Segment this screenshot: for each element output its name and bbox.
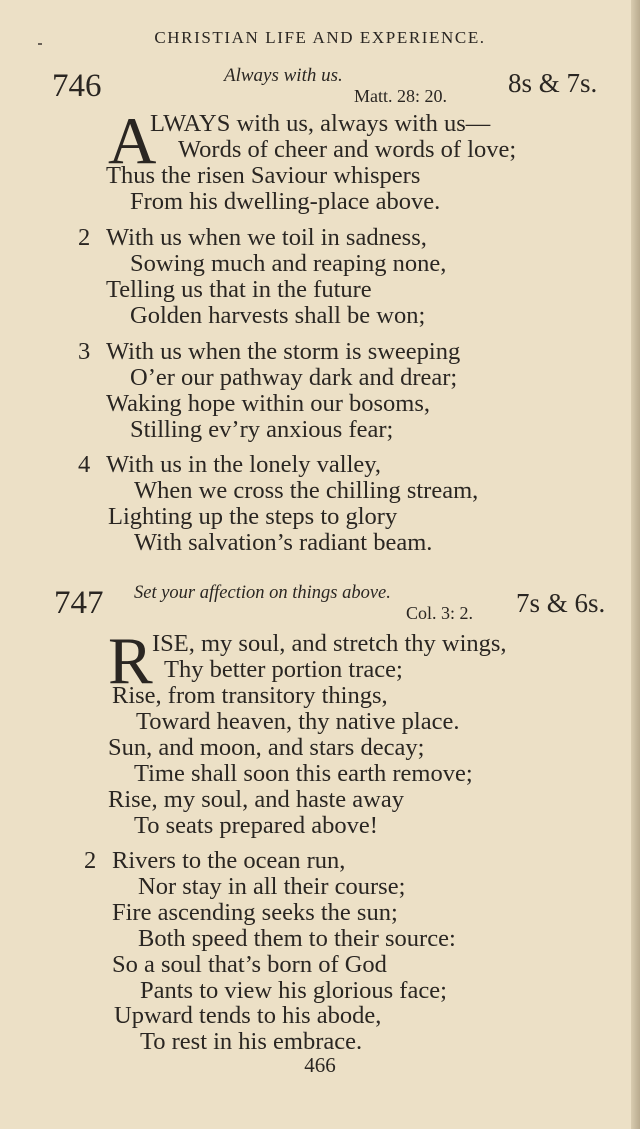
verse-line: So a soul that’s born of God [112, 951, 387, 978]
hymn-number: 747 [54, 585, 104, 621]
verse-line: To rest in his embrace. [140, 1028, 363, 1055]
verse-line: Golden harvests shall be won; [130, 302, 426, 329]
verse-line: From his dwelling-place above. [130, 188, 441, 215]
verse-line: Nor stay in all their course; [138, 873, 406, 900]
hymn-title: Always with us. [224, 65, 343, 86]
verse-line: Sowing much and reaping none, [130, 250, 447, 277]
page-number: 466 [304, 1053, 336, 1077]
hymn-title: Set your affection on things above. [134, 583, 391, 603]
stanza-number: 2 [78, 224, 91, 251]
stanza-first-line [78, 339, 460, 365]
verse-line: Waking hope within our bosoms, [106, 390, 430, 417]
verse-line: Rise, my soul, and haste away [108, 786, 404, 813]
verse-line: To seats prepared above! [134, 812, 378, 839]
verse-line: Pants to view his glorious face; [140, 977, 447, 1004]
verse-line: LWAYS with us, always with us— [150, 110, 491, 137]
verse-line: With us when we toil in sadness, [106, 224, 427, 251]
stanza-first-line [78, 225, 427, 251]
verse-line: Fire ascending seeks the sun; [112, 899, 398, 926]
verse-line: Thy better portion trace; [164, 656, 403, 683]
verse-line: Stilling ev’ry anxious fear; [130, 416, 394, 443]
scripture-reference: Col. 3: 2. [406, 603, 474, 623]
drop-cap: A [108, 104, 157, 178]
hymn-meter: 8s & 7s. [508, 68, 598, 98]
verse-line: Time shall soon this earth remove; [134, 760, 473, 787]
verse-line: ISE, my soul, and stretch thy wings, [152, 630, 507, 657]
verse-line: With us in the lonely valley, [106, 451, 382, 478]
verse-line: With salvation’s radiant beam. [134, 529, 433, 556]
stanza-first-line [84, 848, 345, 874]
verse-line: Words of cheer and words of love; [178, 136, 517, 163]
verse-line: Toward heaven, thy native place. [136, 708, 460, 735]
stanza-number: 3 [78, 338, 91, 365]
page-edge-shadow [631, 0, 640, 1129]
verse-line: O’er our pathway dark and drear; [130, 364, 458, 391]
verse-line: Both speed them to their source: [138, 925, 456, 952]
verse-line: Rivers to the ocean run, [112, 847, 346, 874]
verse-line: Telling us that in the future [106, 276, 372, 303]
verse-line: When we cross the chilling stream, [134, 477, 479, 504]
verse-line: With us when the storm is sweeping [106, 338, 461, 365]
verse-line: Lighting up the steps to glory [108, 503, 398, 530]
hymn-number: 746 [52, 68, 102, 104]
verse-line: Rise, from transitory things, [112, 682, 388, 709]
running-header: CHRISTIAN LIFE AND EXPERIENCE. [154, 28, 486, 47]
stanza-number: 2 [84, 847, 97, 874]
stanza-first-line [78, 452, 381, 478]
verse-line: Thus the risen Saviour whispers [106, 162, 421, 189]
drop-cap: R [108, 624, 153, 698]
verse-line: Upward tends to his abode, [114, 1002, 382, 1029]
verse-line: Sun, and moon, and stars decay; [108, 734, 425, 761]
stanza-number: 4 [78, 451, 91, 478]
scripture-reference: Matt. 28: 20. [354, 86, 447, 106]
hymn-meter: 7s & 6s. [516, 588, 606, 618]
